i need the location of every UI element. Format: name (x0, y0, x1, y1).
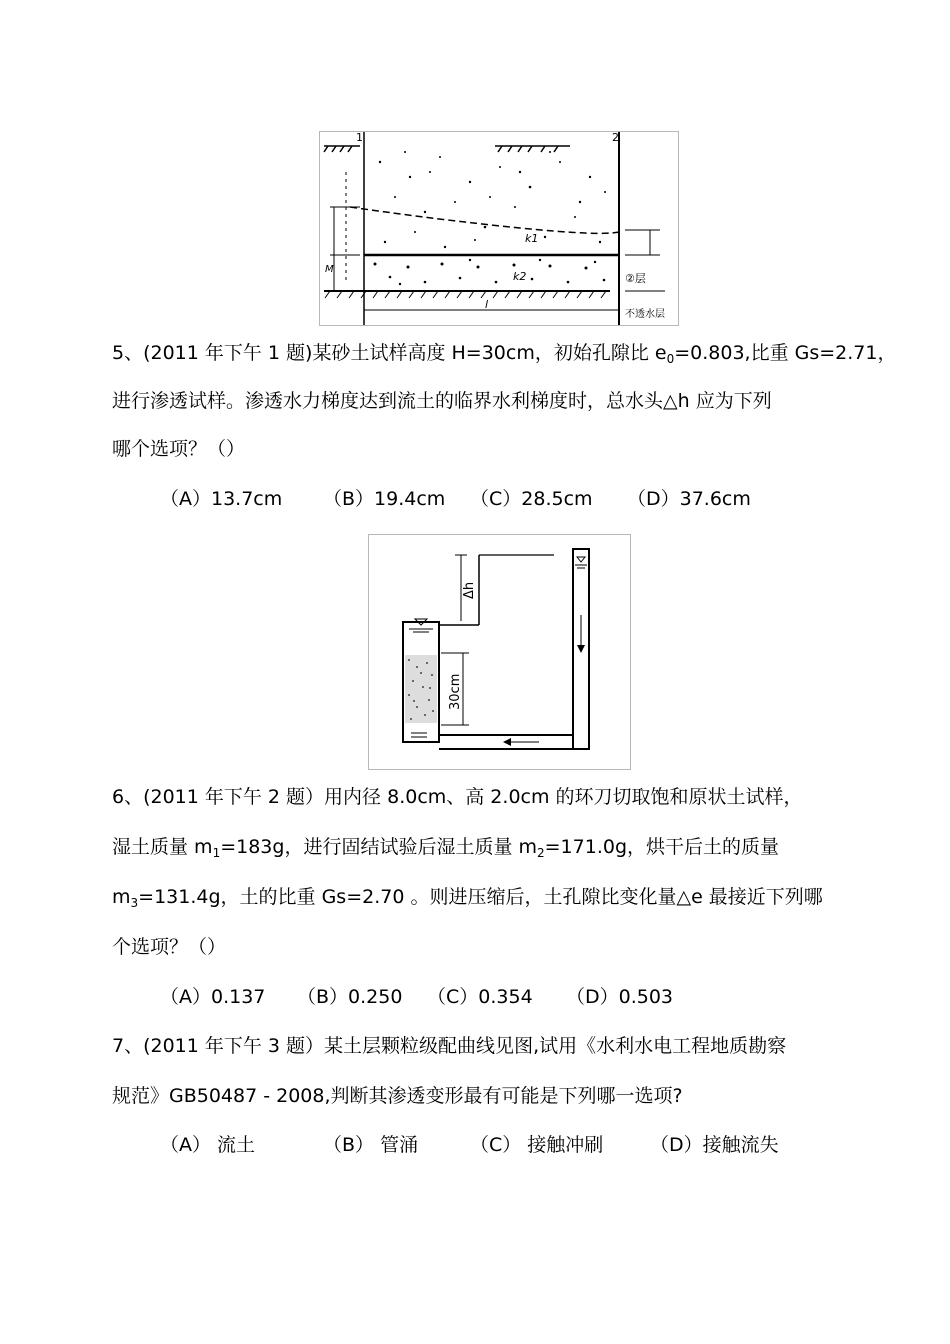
q6-line-2-b: =183g，进行固结试验后湿土质量 m (220, 836, 537, 858)
q5-option-d[interactable]: （D）37.6cm (627, 488, 751, 510)
fig1-label-layer2: ②层 (625, 272, 646, 285)
q6-option-b[interactable]: （B）0.250 (297, 986, 403, 1008)
q6-line-3-b: =131.4g，土的比重 Gs=2.70 。则进压缩后，土孔隙比变化量△e 最接近下列哪 (138, 886, 823, 908)
permeameter-drawing (369, 535, 630, 769)
q6-m1-subscript: 1 (212, 846, 221, 860)
soil-profile-drawing (320, 132, 678, 325)
q7-line-2: 规范》GB50487 - 2008,判断其渗透变形最有可能是下列哪一选项? (112, 1085, 683, 1107)
q6-line-2 (112, 835, 779, 859)
q6-line-3-a: m (112, 886, 131, 908)
fig1-label-M: M (325, 264, 334, 275)
q7-option-d[interactable]: （D）接触流失 (650, 1134, 779, 1156)
fig1-label-k1: k1 (525, 232, 539, 245)
q6-option-a[interactable]: （A）0.137 (160, 986, 266, 1008)
q6-line-4: 个选项？（） (112, 936, 227, 958)
fig1-label-2: 2 (612, 132, 619, 144)
q6-m3-subscript: 3 (130, 896, 139, 910)
fig2-label-dh: Δh (462, 581, 477, 599)
q5-line-1-text-end: =0.803,比重 Gs=2.71， (674, 342, 897, 364)
q6-line-2-c: =171.0g，烘干后土的质量 (544, 836, 780, 858)
q6-line-1: 6、(2011 年下午 2 题）用内径 8.0cm、高 2.0cm 的环刀切取饱和原状土试样， (112, 786, 803, 808)
q5-option-b[interactable]: （B）19.4cm (323, 488, 446, 510)
q7-option-a[interactable]: （A） 流土 (160, 1134, 256, 1156)
q5-line-1-text: 5、(2011 年下午 1 题)某砂土试样高度 H=30cm，初始孔隙比 e (112, 342, 667, 364)
q5-line-2: 进行渗透试样。渗透水力梯度达到流土的临界水利梯度时，总水头△h 应为下列 (112, 390, 772, 412)
q6-line-2-a: 湿土质量 m (112, 836, 213, 858)
figure-permeameter (368, 534, 631, 770)
fig1-label-k2: k2 (513, 270, 527, 283)
q5-e-subscript: 0 (666, 352, 675, 366)
fig1-label-impermeable: 不透水层 (625, 309, 665, 320)
q5-option-c[interactable]: （C）28.5cm (470, 488, 593, 510)
q7-option-c[interactable]: （C） 接触冲刷 (470, 1134, 604, 1156)
figure-soil-profile (319, 131, 679, 326)
fig1-label-l: l (485, 298, 489, 311)
q5-line-3: 哪个选项？（） (112, 438, 246, 460)
fig1-label-1: 1 (356, 132, 363, 144)
q6-option-c[interactable]: （C）0.354 (427, 986, 533, 1008)
q5-option-a[interactable]: （A）13.7cm (160, 488, 283, 510)
q6-line-3 (112, 885, 823, 909)
fig2-label-height: 30cm (448, 673, 463, 710)
q5-line-1 (112, 341, 896, 365)
q6-m2-subscript: 2 (537, 846, 545, 860)
q6-option-d[interactable]: （D）0.503 (566, 986, 674, 1008)
q7-line-1: 7、(2011 年下午 3 题）某土层颗粒级配曲线见图,试用《水利水电工程地质勘察 (112, 1035, 787, 1057)
q7-option-b[interactable]: （B） 管涌 (323, 1134, 419, 1156)
